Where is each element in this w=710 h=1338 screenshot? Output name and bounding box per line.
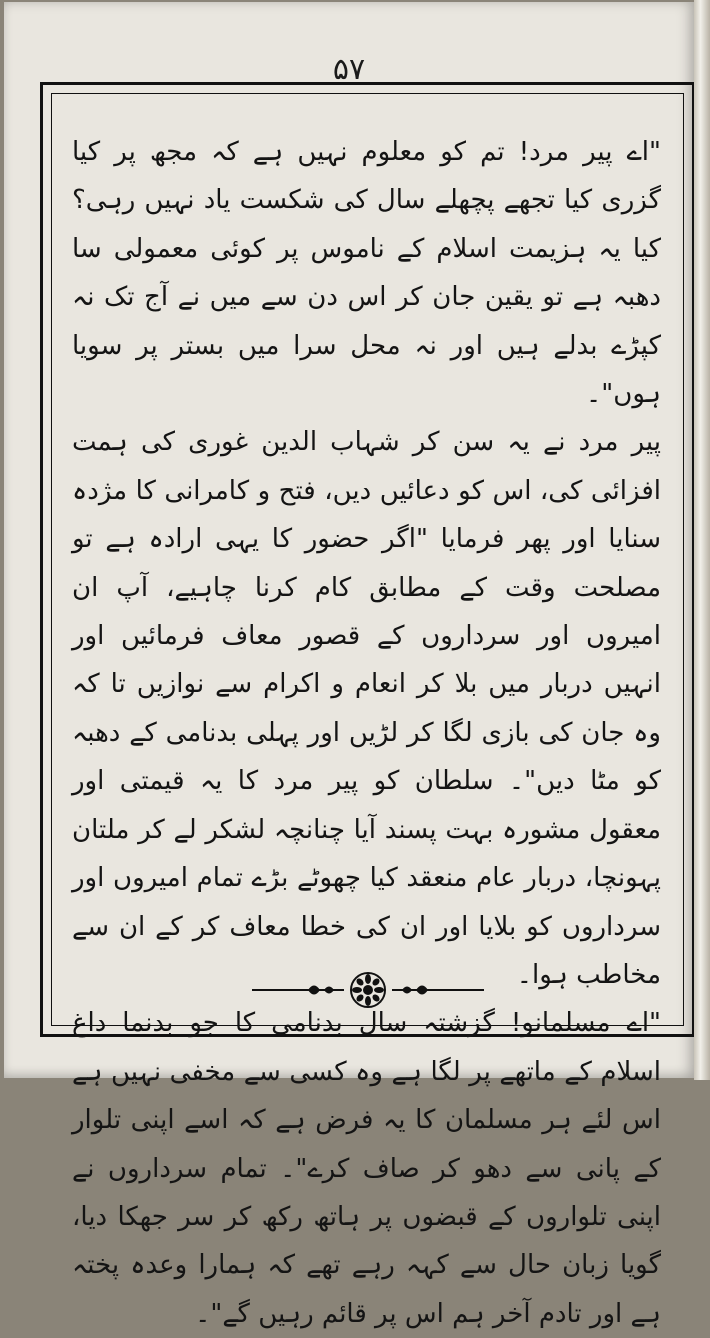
paragraph-1: "اے پیر مرد! تم کو معلوم نہیں ہے کہ مجھ پر کیا گزری کیا تجھے پچھلے سال کی شکست یاد نہیں رہی؟ کیا یہ ہزیمت اسلام کے ناموس پر کوئی معمولی سا دھبہ ہے تو یقین جان کر اس دن سے میں نے آج تک نہ کپڑے بدلے ہیں اور نہ محل سرا میں بستر پر سویا ہوں"۔ xyxy=(72,137,661,410)
page-number: ۵۷ xyxy=(332,52,366,87)
text-frame-inner xyxy=(51,93,684,1329)
book-spine-edge xyxy=(694,0,710,1080)
text-frame-outer xyxy=(40,82,695,1329)
book-page xyxy=(4,2,694,1329)
paragraph-2: پیر مرد نے یہ سن کر شہاب الدین غوری کی ہمت افزائی کی، اس کو دعائیں دیں، فتح و کامرانی کا مژدہ سنایا اور پھر فرمایا "اگر حضور کا یہی ارادہ ہے تو مصلحت وقت کے مطابق کام کرنا چاہیے، آپ ان امیروں اور سرداروں کے قصور معاف فرمائیں اور انہیں دربار میں بلا کر انعام و اکرام سے نوازیں تا کہ وہ جان کی بازی لگا کر لڑیں اور پہلی بدنامی کے دھبہ کو مٹا دیں"۔ سلطان کو پیر مرد کا یہ قیمتی اور معقول مشورہ بہت پسند آیا چنانچہ لشکر لے کر ملتان پہونچا، دربار عام منعقد کیا چھوٹے بڑے تمام امیروں اور سرداروں کو بلایا اور ان کی خطا معاف کر کے ان سے مخاطب ہوا۔ xyxy=(72,427,661,990)
floral-rosette-divider-icon xyxy=(52,970,683,1010)
paragraph-3: "اے مسلمانو! گزشتہ سال بدنامی کا جو بدنما داغ اسلام کے ماتھے پر لگا ہے وہ کسی سے مخفی نہیں ہے اس لئے ہر مسلمان کا یہ فرض ہے کہ اسے اپنی تلوار کے پانی سے دھو کر صاف کرے"۔ تمام سرداروں نے اپنی تلواروں کے قبضوں پر ہاتھ رکھ کر سر جھکا دیا، گویا زبان حال سے کہہ رہے تھے کہ ہمارا وعدہ پختہ ہے اور تادم آخر ہم اس پر قائم رہیں گے"۔ xyxy=(72,1008,661,1329)
text-body xyxy=(72,128,661,1338)
